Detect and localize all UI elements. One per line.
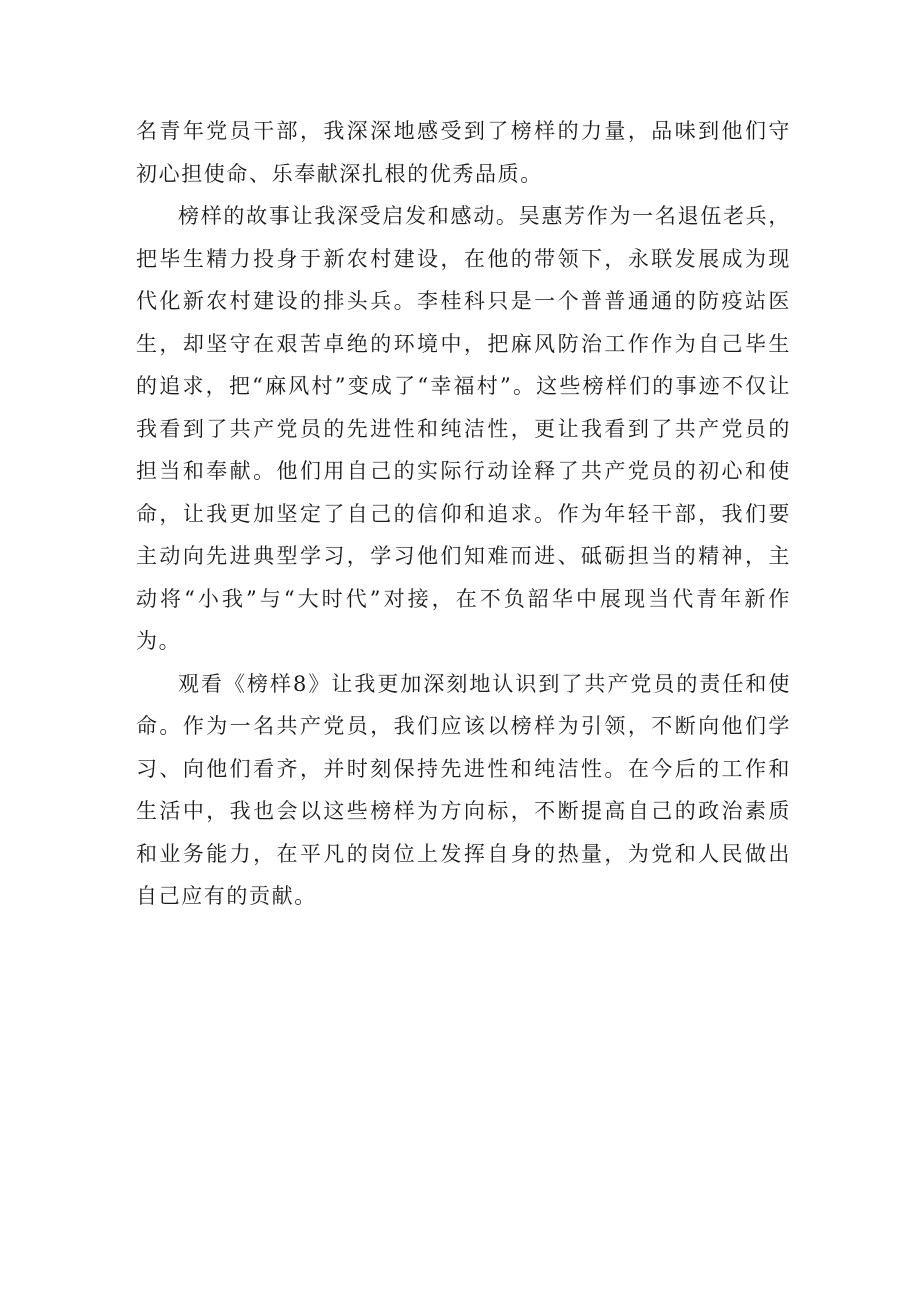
paragraph-continuation: 名青年党员干部，我深深地感受到了榜样的力量，品味到他们守初心担使命、乐奉献深扎根的优秀品质。 bbox=[136, 119, 791, 186]
paragraph-conclusion: 观看《榜样8》让我更加深刻地认识到了共产党员的责任和使命。作为一名共产党员，我们应该以榜样为引领，不断向他们学习、向他们看齐，并时刻保持先进性和纯洁性。在今后的工作和生活中，我也会以这些榜样为方向标，不断提高自己的政治素质和业务能力，在平凡的岗位上发挥自身的热量，为党和人民做出自己应有的贡献。 bbox=[136, 671, 791, 908]
paragraph-role-models-story: 榜样的故事让我深受启发和感动。吴惠芳作为一名退伍老兵，把毕生精力投身于新农村建设，在他的带领下，永联发展成为现代化新农村建设的排头兵。李桂科只是一个普普通通的防疫站医生，却坚守在艰苦卓绝的环境中，把麻风防治工作作为自己毕生的追求，把“麻风村”变成了“幸福村”。这些榜样们的事迹不仅让我看到了共产党员的先进性和纯洁性，更让我看到了共产党员的担当和奉献。他们用自己的实际行动诠释了共产党员的初心和使命，让我更加坚定了自己的信仰和追求。作为年轻干部，我们要主动向先进典型学习，学习他们知难而进、砥砺担当的精神，主动将“小我”与“大时代”对接，在不负韶华中展现当代青年新作为。 bbox=[136, 204, 791, 653]
body-text bbox=[136, 110, 791, 918]
